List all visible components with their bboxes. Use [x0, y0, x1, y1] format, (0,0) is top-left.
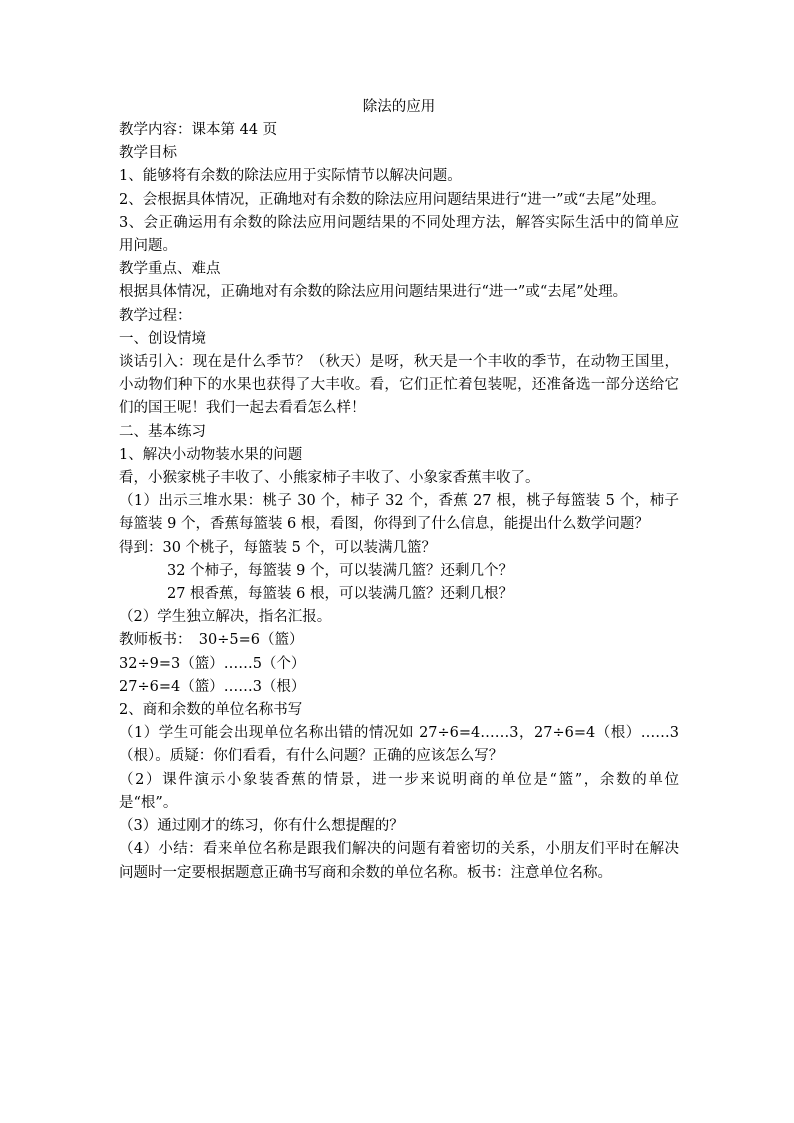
text-line: （4）小结：看来单位名称是跟我们解决的问题有着密切的关系，小朋友们平时在解决问题时一定要根据题意正确书写商和余数的单位名称。板书：注意单位名称。: [119, 841, 679, 881]
text-line: 教学重点、难点: [119, 261, 221, 278]
text-line: 教学目标: [119, 145, 177, 162]
text-line: 看，小猴家桃子丰收了、小熊家柿子丰收了、小象家香蕉丰收了。: [119, 470, 540, 487]
text-line: 27 根香蕉，每篮装 6 根，可以装满几篮？还剩几根？: [167, 586, 514, 603]
text-line: 3、会正确运用有余数的除法应用问题结果的不同处理方法，解答实际生活中的简单应用问题。: [119, 214, 679, 255]
text-line: 2、商和余数的单位名称书写: [119, 702, 303, 719]
text-line: 1、能够将有余数的除法应用于实际情节以解决问题。: [119, 168, 462, 185]
text-line: 谈话引入：现在是什么季节？（秋天）是呀，秋天是一个丰收的季节，在动物王国里，小动物们种下的水果也获得了大丰收。看，它们正忙着包装呢，还准备选一部分送给它们的国王呢！我们一起去看看怎么样！: [119, 354, 679, 417]
text-line: 教师板书： 30÷5=6（篮）: [119, 632, 304, 649]
text-line: 根据具体情况，正确地对有余数的除法应用问题结果进行“进一”或“去尾”处理。: [119, 284, 628, 301]
text-line: （2）课件演示小象装香蕉的情景，进一步来说明商的单位是“篮”，余数的单位是“根”。: [119, 771, 679, 811]
text-line: （3）通过刚才的练习，你有什么想提醒的？: [119, 818, 404, 835]
text-line: 得到：30 个桃子，每篮装 5 个，可以装满几篮？: [119, 539, 437, 556]
text-line: 32 个柿子，每篮装 9 个，可以装满几篮？还剩几个？: [167, 562, 514, 579]
text-line: （2）学生独立解决，指名汇报。: [119, 609, 332, 626]
text-line: 32÷9=3（篮）……5（个）: [119, 655, 306, 672]
text-line: （1）学生可能会出现单位名称出错的情况如 27÷6=4……3，27÷6=4（根）……3（根）。质疑：你们看看，有什么问题？正确的应该怎么写？: [119, 725, 679, 765]
document-title: 除法的应用: [362, 99, 436, 115]
text-line: 二、基本练习: [119, 423, 206, 440]
text-line: 一、创设情境: [119, 330, 206, 347]
document-page: [119, 96, 679, 885]
text-line: 2、会根据具体情况，正确地对有余数的除法应用问题结果进行“进一”或“去尾”处理。: [119, 191, 666, 208]
text-line: 教学内容：课本第 44 页: [119, 122, 278, 138]
text-line: 教学过程：: [119, 307, 192, 324]
text-line: （1）出示三堆水果：桃子 30 个，柿子 32 个，香蕉 27 根，桃子每篮装 5 个，柿子每篮装 9 个，香蕉每篮装 6 根，看图，你得到了什么信息，能提出什么数学问题？: [119, 493, 679, 533]
text-line: 27÷6=4（篮）……3（根）: [119, 678, 306, 695]
text-line: 1、解决小动物装水果的问题: [119, 446, 303, 463]
